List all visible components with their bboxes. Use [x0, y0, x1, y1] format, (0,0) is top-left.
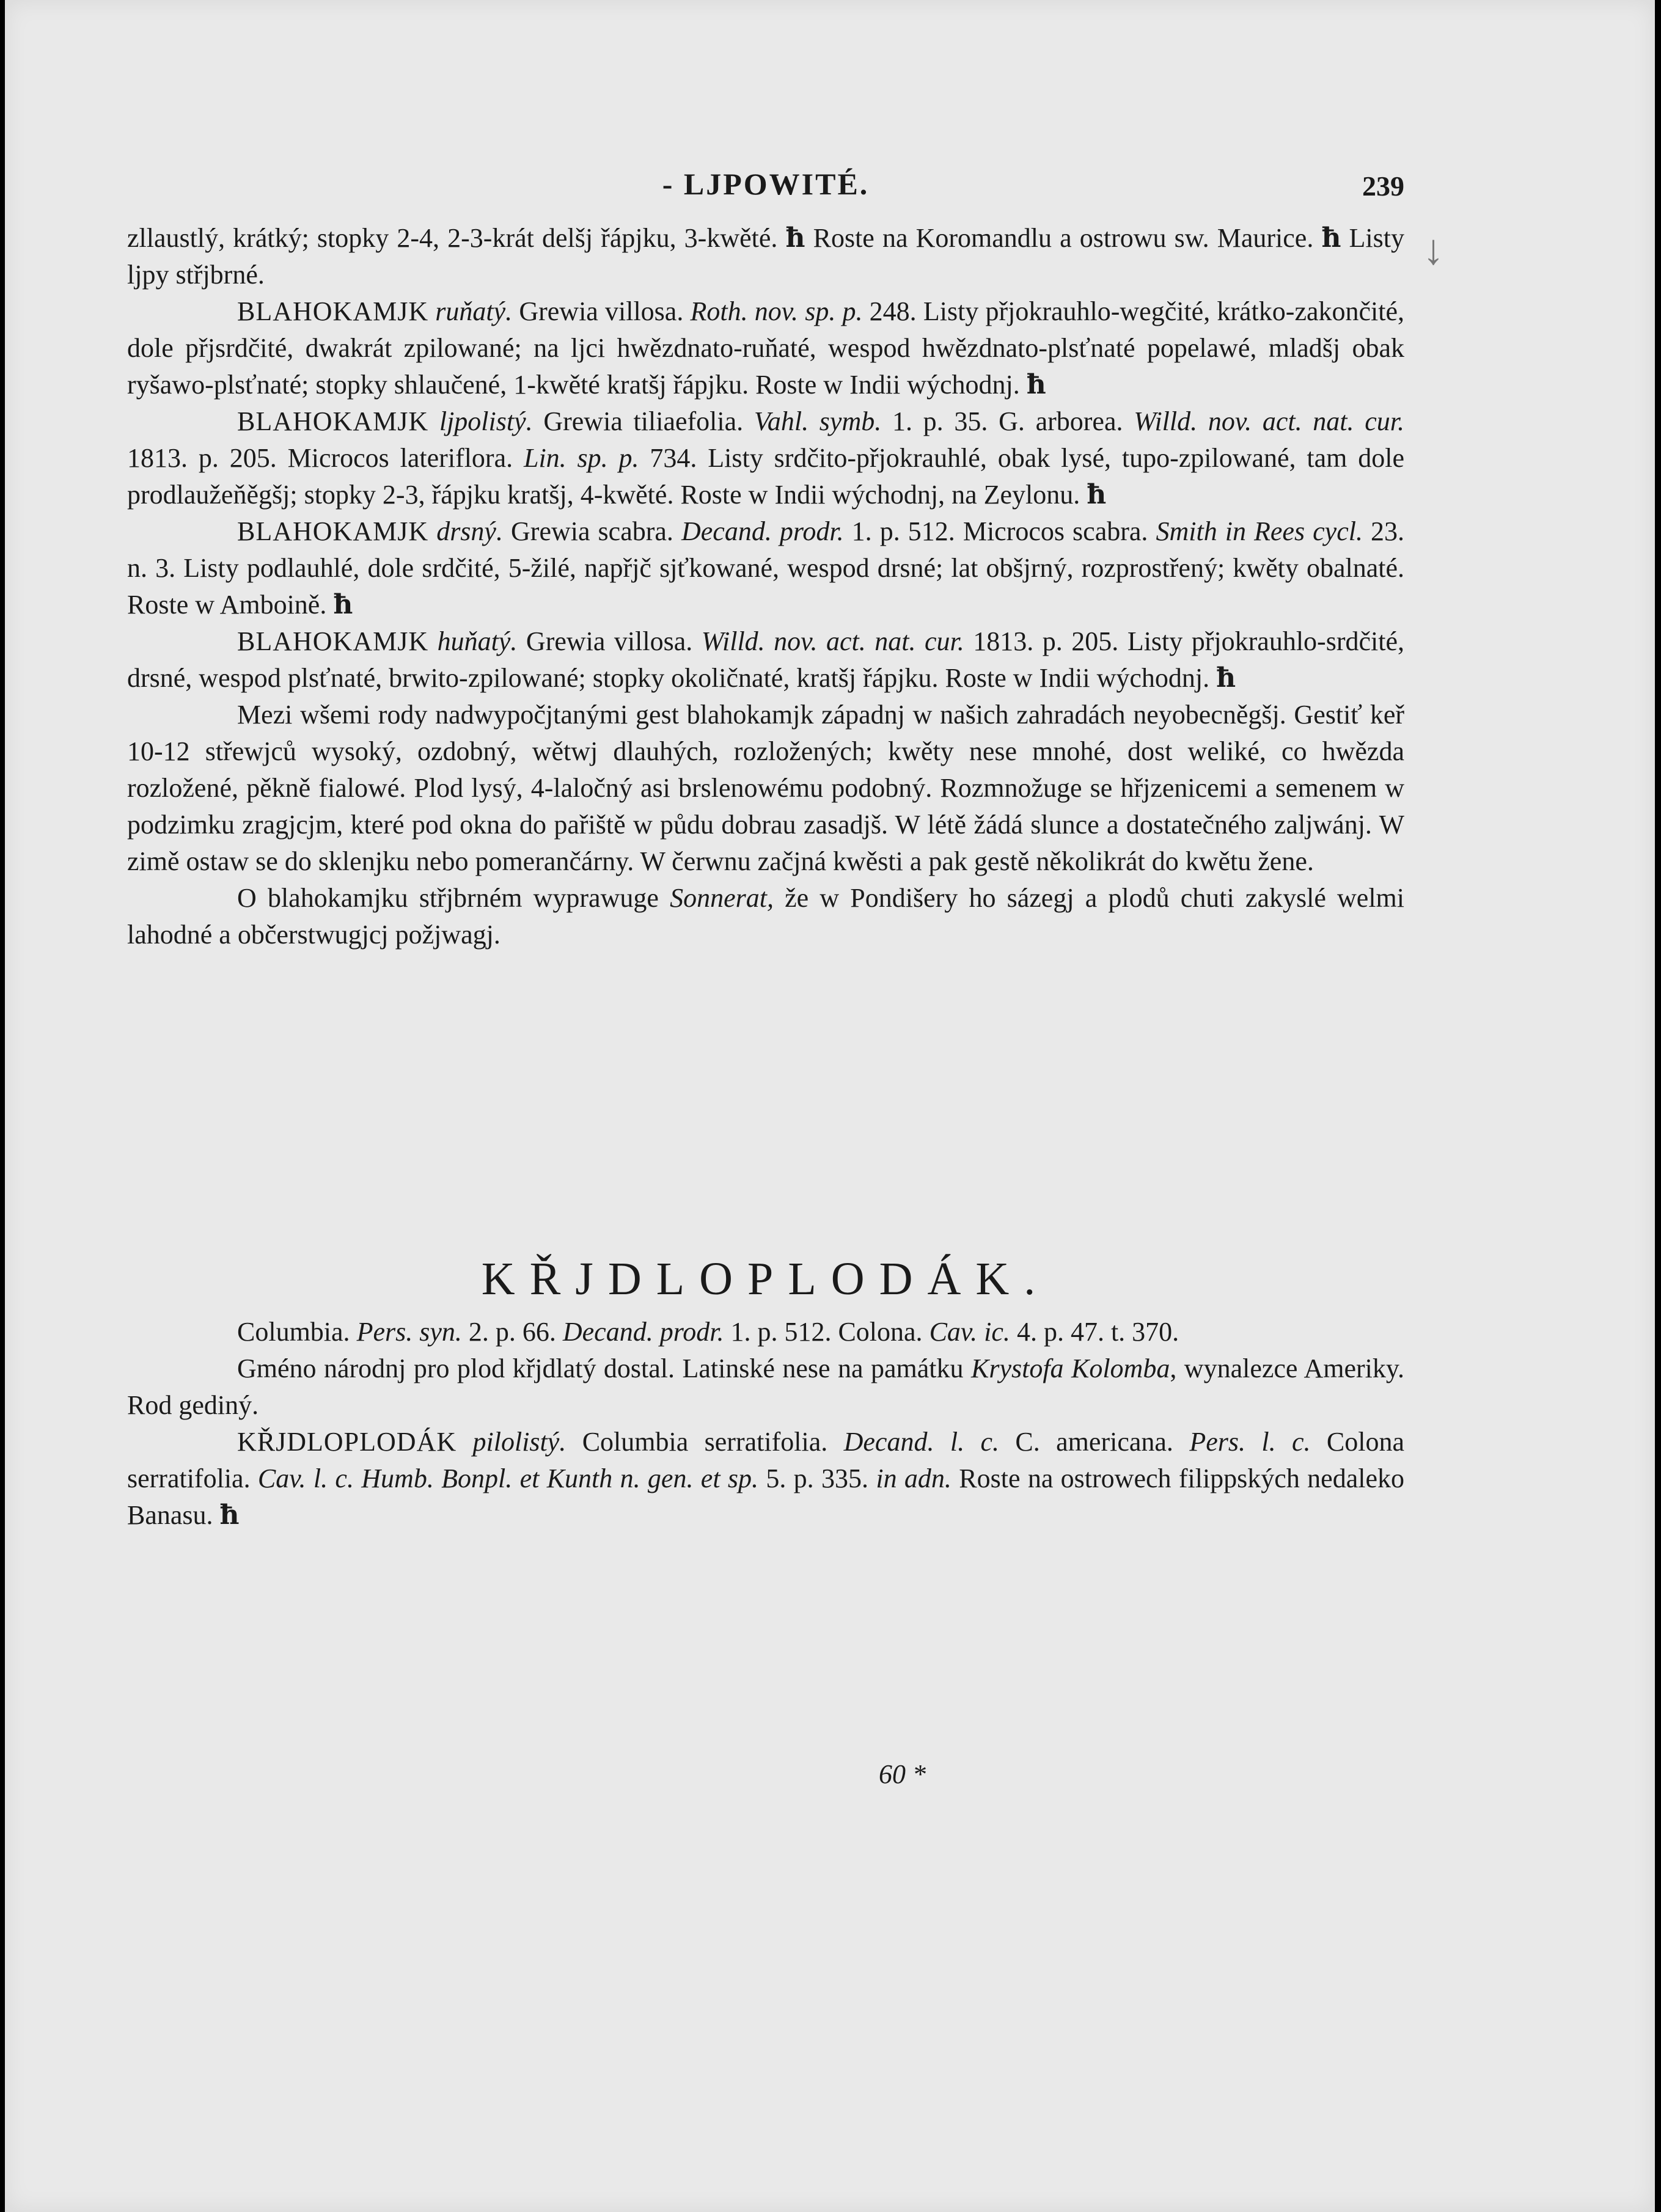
species-name: BLAHOKAMJK: [237, 296, 429, 326]
text-run: 5. p. 335.: [758, 1463, 876, 1493]
text-run: 2. p. 66.: [461, 1317, 563, 1347]
main-text: [127, 220, 1404, 953]
shrub-symbol-icon: ħ: [1087, 479, 1107, 510]
paragraph: [127, 1350, 1404, 1424]
reference: Roth. nov. sp. p.: [690, 296, 863, 326]
text-run: 248. Listy přjokrauhlo-wegčité, krátko-zakončité, dole přjsrdčité, dwakrát zpilowané; na ljci hwězdnato-ruňaté, wespod hwězdnato-plsťnaté popelawé, mladšj obak ryšawo-plsťnaté; stopky shlaučené, 1-kwěté kratšj řápjku. Roste w Indii wýchodnj.: [127, 296, 1405, 400]
reference: Pers. l. c.: [1189, 1427, 1311, 1457]
signature-mark: 60 *: [879, 1759, 926, 1789]
text-run: zllaustlý, krátký; stopky 2-4, 2-3-krát delšj řápjku, 3-kwěté.: [127, 223, 786, 253]
paragraph: [127, 1424, 1404, 1534]
shrub-symbol-icon: ħ: [785, 222, 805, 254]
text-run: Grewia villosa.: [512, 296, 691, 326]
shrub-symbol-icon: ħ: [1216, 662, 1236, 694]
paragraph: [127, 1314, 1404, 1350]
text-run: Grewia villosa.: [517, 626, 702, 656]
text-run: 23. n. 3. Listy podlauhlé, dole srdčité, 5-žilé, napřjč sjťkowané, wespod drsné; lat obšjrný, rozprostřený; kwěty obalnaté. Roste w Amboině.: [127, 516, 1405, 620]
section-text: [127, 1314, 1404, 1534]
shrub-symbol-icon: ħ: [219, 1500, 240, 1531]
epithet: pilolistý.: [472, 1427, 566, 1457]
shrub-symbol-icon: ħ: [333, 589, 353, 620]
shrub-symbol-icon: ħ: [1026, 369, 1046, 400]
reference: Cav. ic.: [929, 1317, 1010, 1347]
epithet: drsný.: [436, 516, 503, 546]
reference: Lin. sp. p.: [523, 443, 639, 473]
running-title: - LJPOWITÉ.: [662, 167, 870, 201]
reference: Vahl. symb.: [754, 406, 882, 436]
reference: Decand. l. c.: [843, 1427, 1000, 1457]
text-run: , wynalezce Ameriky. Rod gediný.: [127, 1353, 1405, 1420]
paragraph: [127, 623, 1404, 697]
reference: Decand. prodr.: [562, 1317, 724, 1347]
text-run: 1. p. 512. Colona.: [724, 1317, 930, 1347]
paragraph: [127, 513, 1404, 623]
text-run: 4. p. 47. t. 370.: [1010, 1317, 1179, 1347]
text-run: 1. p. 35. G. arborea.: [881, 406, 1134, 436]
text-run: Listy ljpy střjbrné.: [127, 223, 1405, 290]
paragraph: [127, 403, 1404, 513]
section-title: KŘJDLOPLODÁK.: [481, 1253, 1050, 1305]
species-name: KŘJDLOPLODÁK: [237, 1427, 457, 1457]
text-run: Columbia serratifolia.: [566, 1427, 844, 1457]
paragraph: [127, 293, 1404, 403]
text-run: Gméno národnj pro plod křjdlatý dostal. Latinské nese na památku: [237, 1353, 971, 1383]
text-run: O blahokamjku střjbrném wyprawuge: [237, 883, 670, 913]
margin-arrow-icon: ↓: [1423, 227, 1444, 274]
species-name: BLAHOKAMJK: [237, 406, 429, 436]
shrub-symbol-icon: ħ: [1321, 222, 1341, 254]
text-run: Roste na Koromandlu a ostrowu sw. Maurice.: [805, 223, 1322, 253]
text-run: 1813. p. 205. Listy přjokrauhlo-srdčité, drsné, wespod plsťnaté, brwito-zpilowané; stopky okoličnaté, kratšj řápjku. Roste w Indii wýchodnj.: [127, 626, 1404, 693]
text-run: 734. Listy srdčito-přjokrauhlé, obak lysé, tupo-zpilowané, tam dole prodlaužeňěgšj; stopky 2-3, řápjku kratšj, 4-kwěté. Roste w Indii wýchodnj, na Zeylonu.: [127, 443, 1405, 510]
species-name: BLAHOKAMJK: [237, 516, 429, 546]
text-run: Grewia scabra.: [502, 516, 681, 546]
reference: Decand. prodr.: [681, 516, 844, 546]
reference: Willd. nov. act. nat. cur.: [1134, 406, 1405, 436]
text-run: 1813. p. 205. Microcos lateriflora.: [127, 443, 524, 473]
text-run: Colona serratifolia.: [127, 1427, 1405, 1493]
person-name: Krystofa Kolomba: [970, 1353, 1170, 1383]
paragraph: [127, 697, 1404, 880]
reference: Cav. l. c. Humb. Bonpl. et Kunth n. gen. et sp.: [257, 1463, 759, 1493]
paragraph: [127, 220, 1404, 293]
author-name: Sonnerat,: [670, 883, 774, 913]
text-run: že w Pondišery ho sázegj a plodů chuti zakyslé welmi lahodné a občerstwugjcj požjwagj.: [127, 883, 1404, 950]
text-run: Columbia.: [237, 1317, 357, 1347]
epithet: ljpolistý.: [439, 406, 533, 436]
page: [5, 0, 1655, 2212]
paragraph: [127, 880, 1404, 953]
page-header: [127, 166, 1404, 203]
reference: Pers. syn.: [356, 1317, 462, 1347]
epithet: ruňatý.: [435, 296, 513, 326]
text-run: Mezi wšemi rody nadwypočjtanými gest blahokamjk západnj w našich zahradách neyobecněgšj. Gestiť keř 10-12 střewjců wysoký, ozdobný, wětwj dlauhých, rozložených; kwěty nese mnohé, dost weliké, co hwězda rozložené, pěkně fialowé. Plod lysý, 4-laločný asi brslenowému podobný. Rozmnožuge se hřjzenicemi a semenem w podzimku zragjcjm, které pod okna do pařiště w půdu dobrau zasadjš. W létě žádá slunce a dostatečného zaljwánj. W zimě ostaw se do sklenjku nebo pomerančárny. W čerwnu začjná kwěsti a pak gestě několikrát do kwětu žene.: [127, 700, 1404, 876]
reference: in adn.: [876, 1463, 952, 1493]
species-name: BLAHOKAMJK: [237, 626, 429, 656]
text-run: Roste na ostrowech filippských nedaleko Banasu.: [127, 1463, 1404, 1530]
text-run: 1. p. 512. Microcos scabra.: [843, 516, 1156, 546]
epithet: huňatý.: [437, 626, 518, 656]
reference: Smith in Rees cycl.: [1156, 516, 1363, 546]
text-run: Grewia tiliaefolia.: [532, 406, 754, 436]
text-run: C. americana.: [999, 1427, 1190, 1457]
page-number: 239: [1362, 170, 1404, 202]
reference: Willd. nov. act. nat. cur.: [701, 626, 964, 656]
